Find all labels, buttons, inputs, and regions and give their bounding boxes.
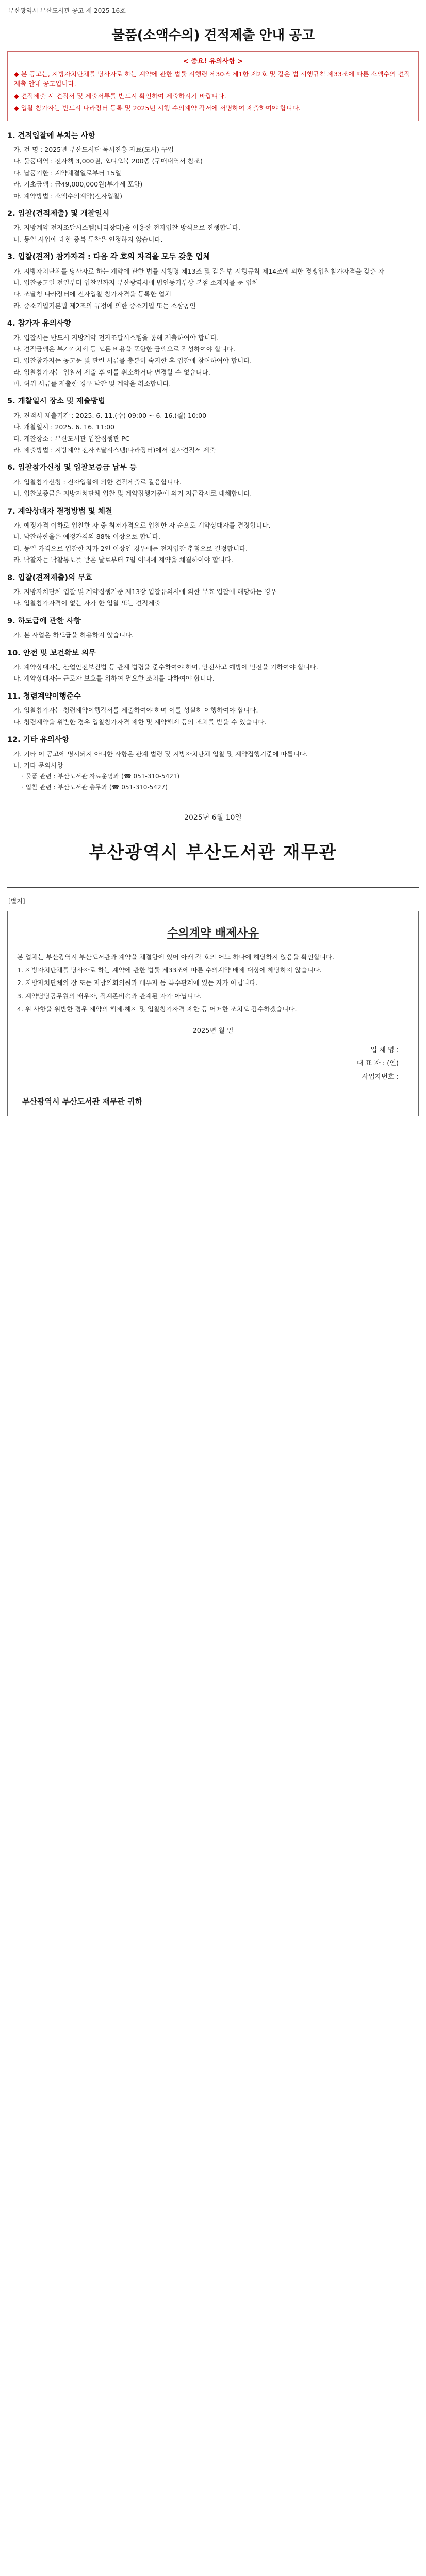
recipient: 부산광역시 부산도서관 재무관 귀하 (22, 1096, 143, 1106)
section-block (7, 506, 419, 565)
section-item: 나. 물품내역 : 전자책 3,000권, 오디오북 200종 (구매내역서 참조) (13, 157, 203, 165)
section-item: 다. 납품기한 : 계약체결일로부터 15일 (13, 168, 122, 177)
pledge-title: 수의계약 배제사유 (167, 927, 259, 940)
section-item: 가. 기타 이 공고에 명시되지 아니한 사항은 관계 법령 및 지방자치단체 입찰 및 계약집행기준에 따릅니다. (13, 750, 308, 758)
section-block (7, 462, 419, 498)
important-notice-box (7, 51, 419, 121)
section-item: 가. 계약상대자는 산업안전보건법 등 관계 법령을 준수하여야 하며, 안전사고 예방에 만전을 기하여야 합니다. (13, 663, 318, 671)
section-item: 가. 입찰참가자는 청렴계약이행각서를 제출하여야 하며 이를 성실히 이행하여야 합니다. (13, 706, 258, 715)
section-item: 가. 지방계약 전자조달시스템(나라장터)을 이용한 전자입찰 방식으로 진행합니다. (13, 224, 241, 232)
pledge-date: 2025년 월 일 (192, 1027, 234, 1036)
section-block (7, 734, 419, 792)
section-block (7, 396, 419, 455)
pledge-intro: 본 업체는 부산광역시 부산도서관과 계약을 체결함에 있어 아래 각 호의 어느 하나에 해당하지 않음을 확인합니다. (17, 953, 335, 961)
pledge-item: 3. 계약담당공무원의 배우자, 직계존비속과 관계된 자가 아닙니다. (17, 992, 202, 1000)
section-item: 나. 개찰일시 : 2025. 6. 16. 11:00 (13, 423, 115, 431)
section-item: 가. 지방자치단체를 당사자로 하는 계약에 관한 법률 시행령 제13조 및 같은 법 시행규칙 제14조에 의한 경쟁입찰참가자격을 갖춘 자 (13, 267, 385, 275)
section-block (7, 318, 419, 388)
signature-line: 업 체 명 : (370, 1046, 399, 1054)
section-item: 나. 낙찰하한율은 예정가격의 88% 이상으로 합니다. (13, 533, 161, 541)
section-item: · 물품 관련 : 부산도서관 자료운영과 (☎ 051-310-5421) (22, 773, 180, 781)
section-item: 가. 지방자치단체 입찰 및 계약집행기준 제13장 입찰유의서에 의한 무효 입찰에 해당하는 경우 (13, 588, 277, 596)
signature-line: 대 표 자 : (인) (356, 1059, 399, 1067)
section-block (7, 616, 419, 640)
section-item: 가. 본 사업은 하도급을 허용하지 않습니다. (13, 631, 134, 639)
pledge-item: 4. 위 사항을 위반한 경우 계약의 해제·해지 및 입찰참가자격 제한 등 어떠한 조치도 감수하겠습니다. (17, 1005, 297, 1013)
section-item: 라. 기초금액 : 금49,000,000원(부가세 포함) (13, 180, 143, 189)
notice-heading: < 중요! 유의사항 > (183, 57, 243, 65)
section-title: 7. 계약상대자 결정방법 및 체결 (7, 507, 112, 516)
section-title: 8. 입찰(견적제출)의 무효 (7, 573, 93, 582)
section-title: 11. 청렴계약이행준수 (7, 692, 81, 701)
section-title: 6. 입찰참가신청 및 입찰보증금 납부 등 (7, 464, 137, 472)
section-item: 나. 입찰공고일 전일부터 입찰일까지 부산광역시에 법인등기부상 본점 소재지를 둔 업체 (13, 278, 258, 286)
section-title: 3. 입찰(견적) 참가자격 : 다음 각 호의 자격을 모두 갖춘 업체 (7, 253, 210, 262)
section-title: 2. 입찰(견적제출) 및 개찰일시 (7, 209, 110, 218)
section-item: 마. 허위 서류를 제출한 경우 낙찰 및 계약을 취소합니다. (13, 380, 171, 388)
section-item: 라. 낙찰자는 낙찰통보를 받은 날로부터 7일 이내에 계약을 체결하여야 합니다. (13, 556, 233, 564)
section-item: 다. 입찰참가자는 공고문 및 관련 서류를 충분히 숙지한 후 입찰에 참여하여야 합니다. (13, 357, 252, 365)
section-title: 1. 견적입찰에 부치는 사항 (7, 131, 95, 140)
sections-container (7, 130, 419, 792)
appendix-tag: [별지] (8, 897, 25, 905)
notice-line: ◆ 본 공고는, 지방자치단체를 당사자로 하는 계약에 관한 법률 시행령 제30조 제1항 제2호 및 같은 법 시행규칙 제33조에 따른 소액수의 견적제출 안내 공고입니다. (14, 70, 411, 88)
signature-line: 사업자번호 : (362, 1073, 399, 1081)
section-block (7, 251, 419, 311)
section-item: 가. 건 명 : 2025년 부산도서관 독서진흥 자료(도서) 구입 (13, 146, 174, 154)
section-block (7, 208, 419, 244)
section-item: 라. 중소기업기본법 제2조의 규정에 의한 중소기업 또는 소상공인 (13, 301, 196, 310)
announcement-date: 2025년 6월 10일 (184, 814, 242, 822)
section-item: 나. 계약상대자는 근로자 보호를 위하여 필요한 조치를 다하여야 합니다. (13, 674, 215, 683)
section-item: 나. 입찰참가자격이 없는 자가 한 입찰 또는 견적제출 (13, 599, 161, 607)
section-item: 라. 제출방법 : 지방계약 전자조달시스템(나라장터)에서 전자견적서 제출 (13, 446, 216, 454)
section-item: 나. 청렴계약을 위반한 경우 입찰참가자격 제한 및 계약해제 등의 조치를 받을 수 있습니다. (13, 718, 267, 726)
pledge-item: 1. 지방자치단체를 당사자로 하는 계약에 관한 법률 제33조에 따른 수의계약 배제 대상에 해당하지 않습니다. (17, 965, 322, 974)
section-item: 가. 입찰참가신청 : 전자입찰에 의한 견적제출로 갈음합니다. (13, 478, 182, 486)
section-title: 12. 기타 유의사항 (7, 736, 69, 744)
notice-line: ◆ 견적제출 시 견적서 및 제출서류를 반드시 확인하여 제출하시기 바랍니다. (14, 92, 226, 100)
section-item: 마. 계약방법 : 소액수의계약(전자입찰) (13, 192, 122, 200)
section-item: 나. 입찰보증금은 지방자치단체 입찰 및 계약집행기준에 의거 지급각서로 대체합니다. (13, 489, 252, 498)
section-block (7, 130, 419, 201)
section-title: 5. 개찰일시 장소 및 제출방법 (7, 397, 105, 406)
pledge-item: 2. 지방자치단체의 장 또는 지방의회의원과 배우자 등 특수관계에 있는 자가 아닙니다. (17, 979, 258, 987)
section-divider (7, 887, 419, 888)
section-item: 나. 견적금액은 부가가치세 등 모든 비용을 포함한 금액으로 작성하여야 합니다. (13, 345, 236, 353)
pledge-form (7, 911, 419, 1116)
section-item: 다. 동일 가격으로 입찰한 자가 2인 이상인 경우에는 전자입찰 추첨으로 결정합니다. (13, 544, 248, 552)
section-item: 나. 기타 문의사항 (13, 761, 63, 769)
notice-line: ◆ 입찰 참가자는 반드시 나라장터 등록 및 2025년 시행 수의계약 각서에 서명하여 제출하여야 합니다. (14, 104, 301, 112)
section-item: 가. 예정가격 이하로 입찰한 자 중 최저가격으로 입찰한 자 순으로 계약상대자를 결정합니다. (13, 521, 271, 530)
section-block (7, 691, 419, 727)
page-title: 물품(소액수의) 견적제출 안내 공고 (111, 27, 315, 43)
section-item: 라. 입찰참가자는 입찰서 제출 후 이를 취소하거나 변경할 수 없습니다. (13, 368, 210, 376)
section-item: 가. 견적서 제출기간 : 2025. 6. 11.(수) 09:00 ~ 6. 16.(월) 10:00 (13, 411, 207, 419)
issuer-name: 부산광역시 부산도서관 재무관 (89, 842, 337, 863)
section-title: 9. 하도급에 관한 사항 (7, 617, 81, 625)
section-item: 다. 조달청 나라장터에 전자입찰 참가자격을 등록한 업체 (13, 290, 171, 298)
section-block (7, 648, 419, 684)
section-block (7, 572, 419, 608)
section-title: 10. 안전 및 보건확보 의무 (7, 649, 96, 657)
section-item: 가. 입찰서는 반드시 지방계약 전자조달시스템을 통해 제출하여야 합니다. (13, 333, 219, 342)
announcement-number: 부산광역시 부산도서관 공고 제 2025-16호 (8, 7, 126, 14)
section-item: 다. 개찰장소 : 부산도서관 입찰집행관 PC (13, 434, 130, 443)
section-title: 4. 참가자 유의사항 (7, 319, 71, 328)
section-item: · 입찰 관련 : 부산도서관 총무과 (☎ 051-310-5427) (22, 783, 168, 791)
section-item: 나. 동일 사업에 대한 중복 투찰은 인정하지 않습니다. (13, 235, 163, 243)
